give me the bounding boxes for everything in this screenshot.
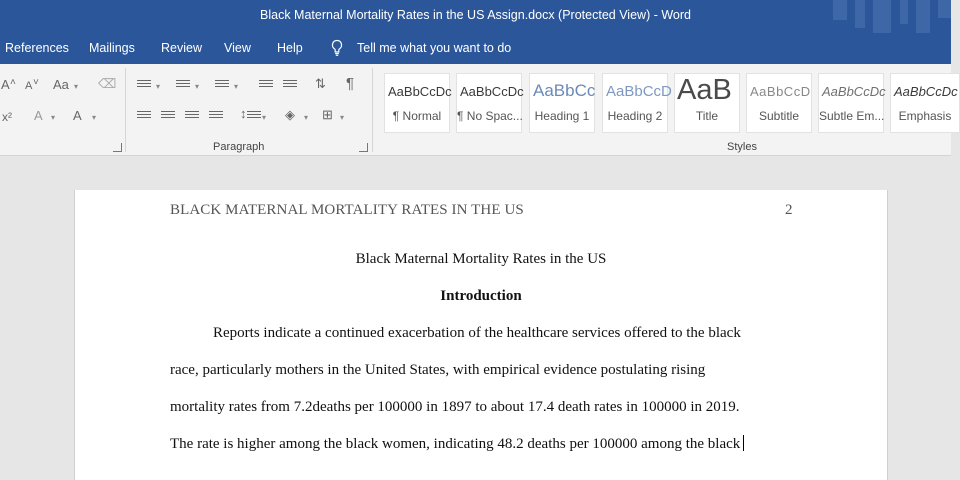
group-divider [125,68,126,152]
line-spacing-lines-icon [247,111,261,123]
style-preview: AaBbCcDc [460,84,524,99]
ribbon [0,64,958,156]
style-preview: AaBbCcDc [894,84,958,99]
chevron-down-icon: ▾ [234,82,239,91]
styles-group-label: Styles [727,141,757,153]
align-right-icon[interactable] [185,111,199,123]
chevron-down-icon: ▾ [156,82,161,91]
chevron-down-icon: ▾ [195,82,200,91]
style-label: Title [695,109,719,123]
style-label: ¶ No Spac... [457,109,523,123]
ribbon-tabs [0,33,951,64]
paragraph-group-label: Paragraph [213,141,265,153]
align-left-icon[interactable] [137,111,151,123]
chevron-down-icon: ▾ [304,113,309,122]
font-color-icon[interactable]: A [73,108,82,123]
style-subtle-emphasis[interactable] [818,73,884,133]
chevron-down-icon: ▾ [262,113,267,122]
decrease-indent-icon[interactable] [259,80,273,92]
shading-icon[interactable]: ◈ [285,107,295,122]
paragraph-line: mortality rates from 7.2deaths per 100000 in 1897 to about 17.4 death rates in 100000 in 2019. [170,399,740,415]
style-preview: AaBbCcDc [388,84,452,99]
grow-font-icon[interactable]: A [1,77,10,92]
tab-mailings[interactable]: Mailings [89,41,135,55]
align-center-icon[interactable] [161,111,175,123]
grow-font-arrow-icon: ˄ [10,77,16,88]
tab-references[interactable]: References [5,41,69,55]
style-preview: AaBbCcD [606,83,672,100]
change-case-icon[interactable]: Aa [53,77,69,92]
chevron-down-icon: ▾ [340,113,345,122]
style-label: Emphasis [898,109,952,123]
justify-icon[interactable] [209,111,223,123]
running-head: BLACK MATERNAL MORTALITY RATES IN THE US [170,202,524,218]
style-label: Subtitle [758,109,800,123]
text-cursor [743,435,744,451]
style-label: ¶ Normal [392,109,442,123]
tab-review[interactable]: Review [161,41,202,55]
bullets-icon[interactable] [137,80,151,92]
superscript-icon[interactable]: x² [2,110,12,124]
style-preview: AaB [677,74,732,106]
sort-icon[interactable]: ⇅ [315,76,326,91]
clear-formatting-icon[interactable]: ⌫ [98,76,117,91]
text-effects-icon[interactable]: A [34,108,43,123]
font-dialog-launcher[interactable] [113,143,122,152]
line-spacing-icon[interactable]: ↕ [240,106,247,121]
style-heading-1[interactable] [529,73,595,133]
document-page[interactable] [74,190,888,480]
document-title: Black Maternal Mortality Rates in the US [355,251,607,267]
style-title[interactable] [674,73,740,133]
tab-view[interactable]: View [224,41,251,55]
style-subtitle[interactable] [746,73,812,133]
tab-help[interactable]: Help [277,41,303,55]
paragraph-line: race, particularly mothers in the United States, with empirical evidence postulating rising [170,362,706,378]
style-label: Heading 1 [534,109,590,123]
style-label: Subtle Em... [819,109,885,123]
style-heading-2[interactable] [602,73,672,133]
chevron-down-icon: ▾ [51,113,56,122]
numbering-icon[interactable] [176,80,190,92]
shrink-font-arrow-icon: ˅ [33,77,39,88]
paragraph-dialog-launcher[interactable] [359,143,368,152]
group-divider [372,68,373,152]
window-title: Black Maternal Mortality Rates in the US Assign.docx (Protected View) - Word [260,8,691,22]
style-normal[interactable] [384,73,450,133]
shrink-font-icon[interactable]: A [25,80,33,92]
style-preview: AaBbCcD [750,84,811,99]
chevron-down-icon: ▾ [92,113,97,122]
paragraph-line-last [170,435,744,453]
pilcrow-icon[interactable]: ¶ [346,75,355,92]
paragraph-line: The rate is higher among the black women, indicating 48.2 deaths per 100000 among the black [170,436,741,452]
increase-indent-icon[interactable] [283,80,297,92]
style-emphasis[interactable] [890,73,960,133]
title-bar [0,0,951,33]
multilevel-list-icon[interactable] [215,80,229,92]
style-preview: AaBbCcDc [822,84,886,99]
style-label: Heading 2 [607,109,663,123]
paragraph-line: Reports indicate a continued exacerbation of the healthcare services offered to the black [213,325,741,341]
page-number: 2 [785,202,793,218]
tell-me-search[interactable]: Tell me what you want to do [357,41,512,55]
chevron-down-icon: ▾ [74,82,79,91]
style-preview: AaBbCc [533,81,596,100]
section-heading: Introduction [440,288,522,304]
lightbulb-icon [330,39,344,57]
borders-icon[interactable]: ⊞ [322,107,333,122]
style-no-spacing[interactable] [456,73,522,133]
